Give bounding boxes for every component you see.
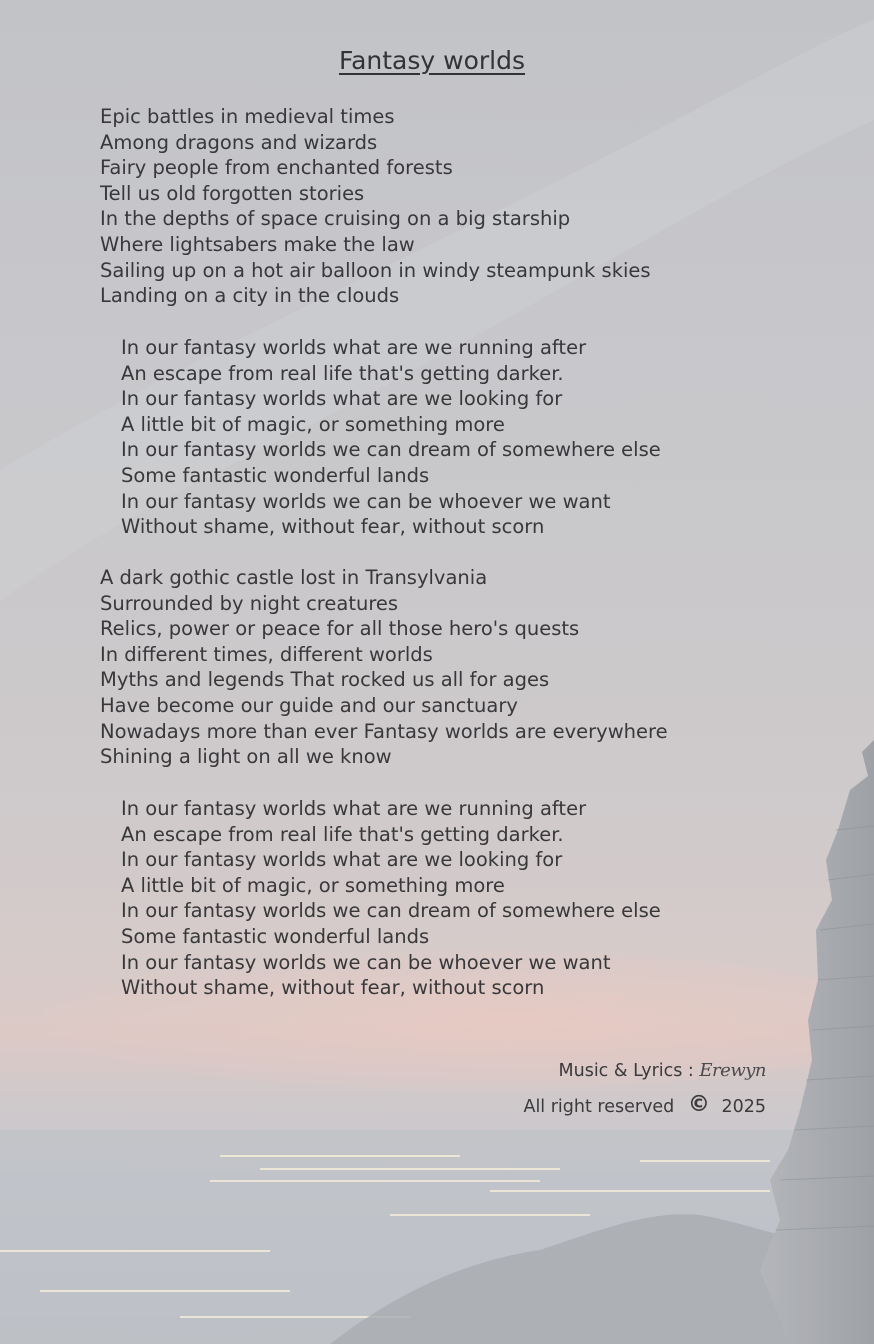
lyric-line: Epic battles in medieval times (100, 105, 395, 128)
rights-notice (523, 1088, 766, 1124)
chorus-2 (121, 796, 661, 1001)
verse-1 (100, 104, 651, 309)
lyric-line: Some fantastic wonderful lands (121, 924, 430, 948)
lyric-line: In different times, different worlds (100, 642, 433, 666)
lyric-line: A dark gothic castle lost in Transylvania (100, 566, 488, 589)
music-lyrics-credit (523, 1054, 766, 1088)
lyric-line: In the depths of space cruising on a big starship (100, 207, 571, 231)
chorus-1 (121, 335, 661, 540)
lyric-line: Without shame, without fear, without scorn (121, 515, 545, 539)
verse-2 (100, 565, 668, 770)
lyric-line: Fairy people from enchanted forests (100, 156, 453, 180)
lyric-line: Shining a light on all we know (100, 745, 392, 769)
music-lyrics-label: Music & Lyrics : (558, 1061, 694, 1081)
lyric-line: An escape from real life that's getting darker. (121, 361, 564, 385)
lyric-line: A little bit of magic, or something more (121, 873, 505, 897)
lyric-line: In our fantasy worlds what are we running after (121, 797, 587, 820)
lyric-line: In our fantasy worlds what are we looking for (121, 387, 563, 411)
lyric-line: Without shame, without fear, without scorn (121, 976, 545, 1000)
lyric-line: In our fantasy worlds we can be whoever we want (121, 950, 611, 974)
author-signature: Erewyn (699, 1060, 766, 1081)
rights-text: All right reserved (523, 1097, 675, 1117)
lyric-line: Nowadays more than ever Fantasy worlds are everywhere (100, 719, 668, 743)
lyric-line: A little bit of magic, or something more (121, 412, 505, 436)
lyric-line: An escape from real life that's getting darker. (121, 822, 564, 846)
copyright-year: 2025 (721, 1097, 766, 1117)
lyric-line: Have become our guide and our sanctuary (100, 693, 518, 717)
lyric-line: In our fantasy worlds we can be whoever we want (121, 489, 611, 513)
lyric-line: Some fantastic wonderful lands (121, 463, 430, 487)
lyric-line: In our fantasy worlds we can dream of somewhere else (121, 438, 661, 462)
lyric-line: In our fantasy worlds what are we looking for (121, 848, 563, 872)
lyric-line: Relics, power or peace for all those hero's quests (100, 617, 580, 641)
lyric-line: Myths and legends That rocked us all for ages (100, 668, 550, 692)
lyric-line: Tell us old forgotten stories (100, 181, 365, 205)
lyric-line: In our fantasy worlds what are we running after (121, 336, 587, 359)
lyric-line: Where lightsabers make the law (100, 232, 415, 256)
lyric-line: Sailing up on a hot air balloon in windy steampunk skies (100, 258, 651, 282)
lyric-line: Among dragons and wizards (100, 130, 378, 154)
lyric-line: Surrounded by night creatures (100, 591, 399, 615)
copyright-icon: © (687, 1092, 710, 1117)
lyric-line: In our fantasy worlds we can dream of somewhere else (121, 899, 661, 923)
credits (523, 1054, 766, 1124)
lyric-line: Landing on a city in the clouds (100, 284, 400, 308)
song-title: Fantasy worlds (339, 46, 525, 75)
